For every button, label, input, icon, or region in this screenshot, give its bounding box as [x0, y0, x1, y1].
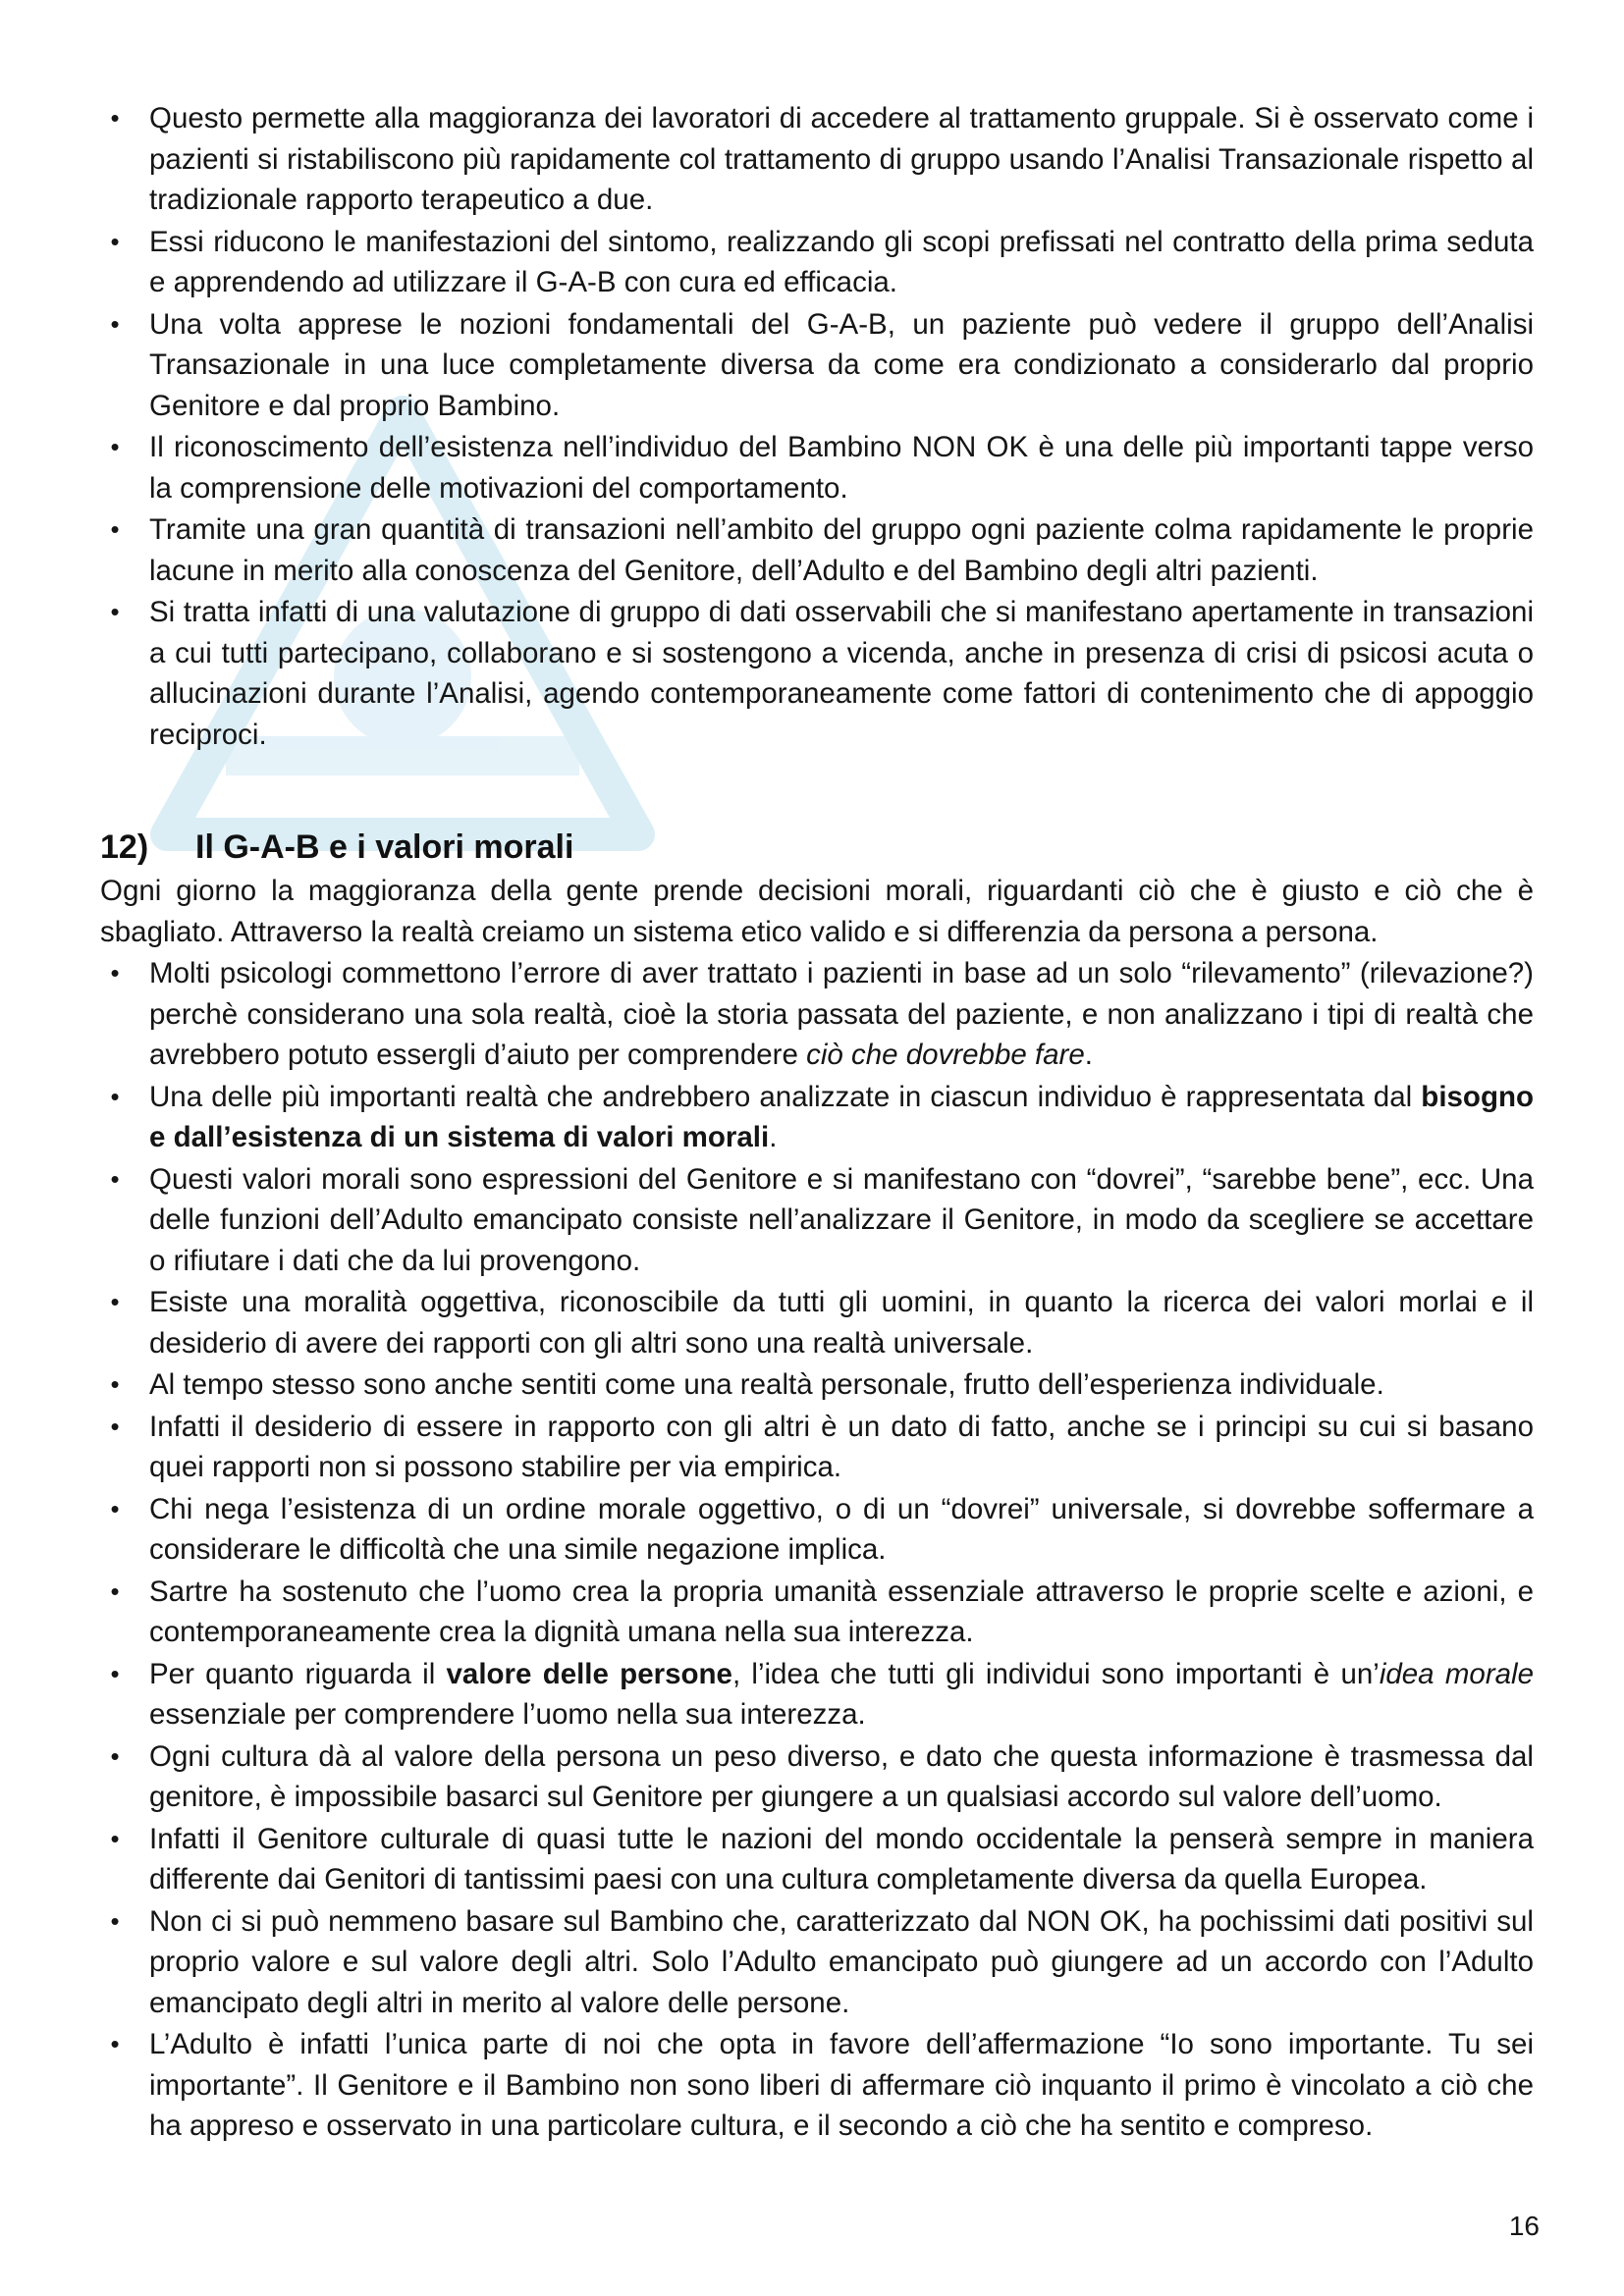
list-item: [100, 1901, 1534, 2024]
list-item: [100, 1736, 1534, 1818]
list-item: [100, 592, 1534, 755]
bullet-icon: •: [110, 308, 120, 339]
list-item-text: essenziale per comprendere l’uomo nella sua interezza.: [149, 1698, 866, 1731]
list-item-text: , l’idea che tutti gli individui sono importanti è un’: [731, 1657, 1380, 1690]
bullet-list-section: [100, 953, 1534, 2147]
list-item-text: Al tempo stesso sono anche sentiti come una realtà personale, frutto dell’esperienza individuale.: [149, 1368, 1384, 1401]
bullet-icon: •: [110, 514, 120, 544]
bullet-icon: •: [110, 1823, 120, 1853]
bullet-icon: •: [110, 1411, 120, 1441]
list-item: [100, 1077, 1534, 1158]
list-item: [100, 98, 1534, 221]
list-item: [100, 2024, 1534, 2147]
list-item: [100, 1159, 1534, 1282]
list-item-text: Questi valori morali sono espressioni del Genitore e si manifestano con “dovrei”, “sarebbe bene”, ecc. Una delle funzioni dell’Adulto emancipato consiste nell’analizzare il Genitore, in modo da scegliere se accettare o rifiutare i dati che da lui provengono.: [149, 1162, 1534, 1277]
list-item-text: Per quanto riguarda il: [149, 1657, 447, 1690]
list-item: [100, 1489, 1534, 1571]
list-item-text: Infatti il Genitore culturale di quasi tutte le nazioni del mondo occidentale la penserà sempre in maniera differente dai Genitori di tantissimi paesi con una cultura completamente diversa da quella Europea.: [149, 1822, 1534, 1896]
bullet-icon: •: [110, 958, 120, 988]
bullet-icon: •: [110, 2029, 120, 2058]
section-intro: Ogni giorno la maggioranza della gente prende decisioni morali, riguardanti ciò che è giusto e ciò che è sbagliato. Attraverso la realtà creiamo un sistema etico valido e si differenzia da persona a persona.: [100, 875, 1534, 948]
bullet-icon: •: [110, 432, 120, 461]
italic-text: ciò che dovrebbe fare: [806, 1039, 1085, 1071]
section-number: 12): [100, 828, 149, 866]
bold-text: bisogno e dall’esistenza di un sistema di valori morali: [149, 1080, 1534, 1153]
bullet-icon: •: [110, 1369, 120, 1399]
page-content: [100, 98, 1534, 2148]
list-item: [100, 427, 1534, 508]
bullet-icon: •: [110, 1081, 120, 1111]
list-item-text: Il riconoscimento dell’esistenza nell’individuo del Bambino NON OK è una delle più importanti tappe verso la comprensione delle motivazioni del comportamento.: [149, 431, 1534, 505]
bullet-icon: •: [110, 1575, 120, 1606]
list-item-text: Esiste una moralità oggettiva, riconoscibile da tutti gli uomini, in quanto la ricerca dei valori morlai e il desiderio di avere dei rapporti con gli altri sono una realtà universale.: [149, 1286, 1534, 1360]
bold-text: valore delle persone: [446, 1657, 732, 1690]
list-item: [100, 953, 1534, 1076]
list-item: [100, 509, 1534, 591]
section-title: Il G-A-B e i valori morali: [195, 828, 574, 866]
list-item: [100, 1572, 1534, 1653]
page-number: 16: [1508, 2211, 1540, 2241]
list-item-text: Tramite una gran quantità di transazioni nell’ambito del gruppo ogni paziente colma rapidamente le proprie lacune in merito alla conoscenza del Genitore, dell’Adulto e del Bambino degli altri pazienti.: [149, 513, 1534, 587]
bullet-icon: •: [110, 103, 120, 133]
list-item: [100, 1819, 1534, 1900]
bullet-icon: •: [110, 1740, 120, 1771]
list-item: [100, 1282, 1534, 1363]
list-item-text: Una volta apprese le nozioni fondamentali del G-A-B, un paziente può vedere il gruppo dell’Analisi Transazionale in una luce completamente diversa da come era condizionato a considerarlo dal proprio Genitore e dal proprio Bambino.: [149, 307, 1534, 422]
list-item-text: Una delle più importanti realtà che andrebbero analizzate in ciascun individuo è rappresentata dal: [149, 1080, 1422, 1113]
bullet-icon: •: [110, 597, 120, 626]
bullet-icon: •: [110, 1905, 120, 1936]
list-item: [100, 1654, 1534, 1735]
list-item-text: Chi nega l’esistenza di un ordine morale oggettivo, o di un “dovrei” universale, si dovrebbe soffermare a considerare le difficoltà che una simile negazione implica.: [149, 1492, 1534, 1566]
list-item: [100, 1407, 1534, 1488]
list-item: [100, 1364, 1534, 1406]
section-heading: [100, 824, 1534, 871]
bullet-icon: •: [110, 1163, 120, 1194]
list-item-text: Questo permette alla maggioranza dei lavoratori di accedere al trattamento gruppale. Si è osservato come i pazienti si ristabiliscono più rapidamente col trattamento di gruppo usando l’Analisi Transazionale rispetto al tradizionale rapporto terapeutico a due.: [149, 102, 1534, 216]
bullet-list-top: [100, 98, 1534, 755]
bullet-icon: •: [110, 1658, 120, 1688]
list-item: [100, 304, 1534, 427]
list-item-text: Sartre ha sostenuto che l’uomo crea la propria umanità essenziale attraverso le proprie scelte e azioni, e contemporaneamente crea la dignità umana nella sua interezza.: [149, 1575, 1534, 1648]
list-item-text: Ogni cultura dà al valore della persona un peso diverso, e dato che questa informazione è trasmessa dal genitore, è impossibile basarci sul Genitore per giungere a un qualsiasi accordo sul valore dell’uomo.: [149, 1739, 1534, 1813]
list-item-text: Essi riducono le manifestazioni del sintomo, realizzando gli scopi prefissati nel contratto della prima seduta e apprendendo ad utilizzare il G-A-B con cura ed efficacia.: [149, 225, 1534, 298]
list-item-text: L’Adulto è infatti l’unica parte di noi che opta in favore dell’affermazione “Io sono importante. Tu sei importante”. Il Genitore e il Bambino non sono liberi di affermare ciò inquanto il primo è vincolato a ciò che ha appreso e osservato in una particolare cultura, e il secondo a ciò che ha sentito e compreso.: [149, 2028, 1534, 2142]
list-item-text: Infatti il desiderio di essere in rapporto con gli altri è un dato di fatto, anche se i principi su cui si basano quei rapporti non si possono stabilire per via empirica.: [149, 1410, 1534, 1483]
list-item-text: Si tratta infatti di una valutazione di gruppo di dati osservabili che si manifestano apertamente in transazioni a cui tutti partecipano, collaborano e si sostengono a vicenda, anche in presenza di crisi di psicosi acuta o allucinazioni durante l’Analisi, agendo contemporaneamente come fattori di contenimento che di appoggio reciproci.: [149, 596, 1534, 751]
list-item-text: .: [769, 1121, 778, 1153]
list-item-text: .: [1084, 1039, 1093, 1071]
bullet-icon: •: [110, 1287, 120, 1316]
bullet-icon: •: [110, 1493, 120, 1523]
list-item-text: Molti psicologi commettono l’errore di aver trattato i pazienti in base ad un solo “rilevamento” (rilevazione?) perchè considerano una sola realtà, cioè la storia passata del paziente, e non analizzano i tipi di realtà che avrebbero potuto essergli d’aiuto per comprendere: [149, 957, 1534, 1071]
list-item: [100, 222, 1534, 303]
italic-text: idea morale: [1379, 1657, 1535, 1690]
list-item-text: Non ci si può nemmeno basare sul Bambino che, caratterizzato dal NON OK, ha pochissimi dati positivi sul proprio valore e sul valore degli altri. Solo l’Adulto emancipato può giungere ad un accordo con l’Adulto emancipato degli altri in merito al valore delle persone.: [149, 1904, 1534, 2019]
bullet-icon: •: [110, 226, 120, 256]
